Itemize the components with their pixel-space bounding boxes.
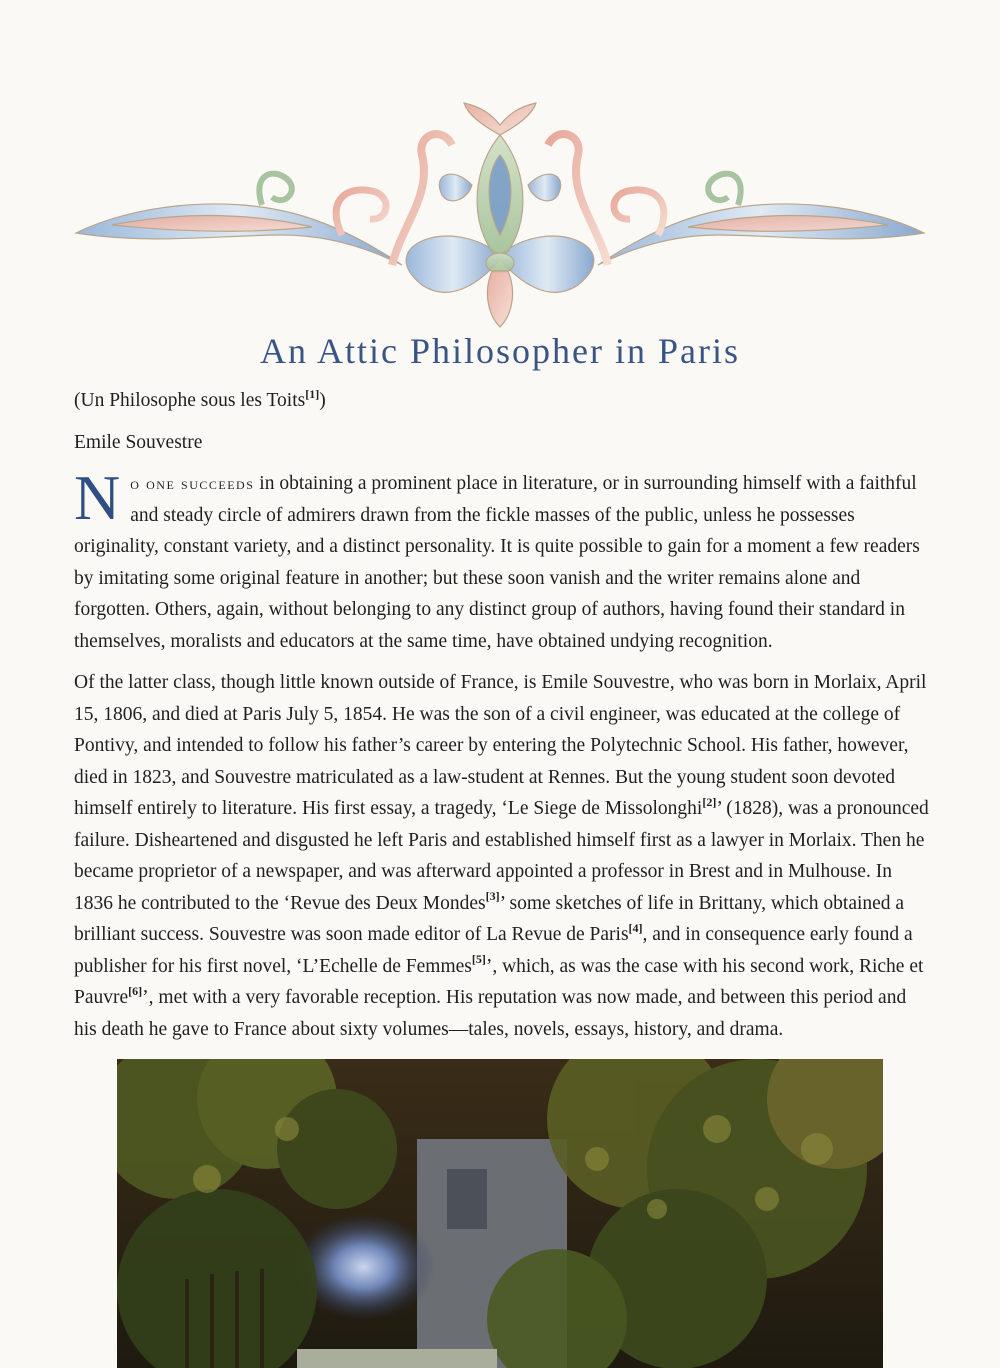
subtitle-close: )	[319, 390, 326, 411]
floral-scroll-ornament	[72, 95, 928, 335]
author-name: Emile Souvestre	[74, 431, 203, 453]
page-title: An Attic Philosopher in Paris	[260, 331, 740, 371]
paragraph-2-text-3: ’ some sketches of life in Brittany, which obtained a brilliant success. Souvestre was soon made editor of La Revue de Paris	[74, 892, 905, 945]
article-body	[74, 385, 930, 1055]
drop-cap: N	[74, 462, 121, 533]
subtitle-text: (Un Philosophe sous les Toits	[74, 390, 306, 411]
footnote-link-6[interactable]: [6]	[128, 983, 143, 998]
paragraph-2	[74, 667, 930, 1045]
paragraph-2-text-6: ’, met with a very favorable reception. His reputation was now made, and between this period and his death he gave to France about sixty volumes—tales, novels, essays, history, and drama.	[74, 987, 907, 1040]
footnote-link-2[interactable]: [2]	[702, 794, 717, 809]
footnote-link-5[interactable]: [5]	[471, 952, 486, 966]
footnote-link-3[interactable]: [3]	[485, 889, 500, 903]
paragraph-2-text-2: ’ (1828), was a pronounced failure. Disheartened and disgusted he left Paris and established himself first as a lawyer in Morlaix. Then he became proprietor of a newspaper, and was afterward appointed a professor in Brest and in Mulhouse. In 1836 he contributed to the ‘Revue des Deux Mondes	[74, 798, 929, 914]
garden-painting-image	[117, 1059, 883, 1368]
paragraph-2-text-4: , and in consequence early found a publisher for his first novel, ‘L’Echelle de Femmes	[74, 924, 913, 977]
lead-in-smallcaps: o one succeeds	[130, 474, 255, 493]
paragraph-2-text-1: Of the latter class, though little known outside of France, is Emile Souvestre, who was born in Morlaix, April 15, 1806, and died at Paris July 5, 1854. He was the son of a civil engineer, was educated at the college of Pontivy, and intended to follow his father’s career by entering the Polytechnic School. His father, however, died in 1823, and Souvestre matriculated as a law-student at Rennes. But the young student soon devoted himself entirely to literature. His first essay, a tragedy, ‘Le Siege de Missolonghi	[74, 672, 927, 819]
subtitle	[74, 385, 930, 417]
paragraph-1-text: in obtaining a prominent place in literature, or in surrounding himself with a faithful and steady circle of admirers drawn from the fickle masses of the public, unless he possesses originality, constant variety, and a distinct personality. It is quite possible to gain for a moment a few readers by imitating some original feature in another; but these soon vanish and the writer remains alone and forgotten. Others, again, without belonging to any distinct group of authors, having found their standard in themselves, moralists and educators at the same time, have obtained undying recognition.	[74, 473, 920, 652]
paragraph-2-text-5: ’, which, as was the case with his second work, Riche et Pauvre	[74, 955, 924, 1008]
garden-painting	[117, 1059, 883, 1368]
footnote-link-1[interactable]: [1]	[305, 386, 320, 401]
footnote-link-4[interactable]: [4]	[628, 920, 643, 935]
paragraph-1	[74, 462, 930, 657]
